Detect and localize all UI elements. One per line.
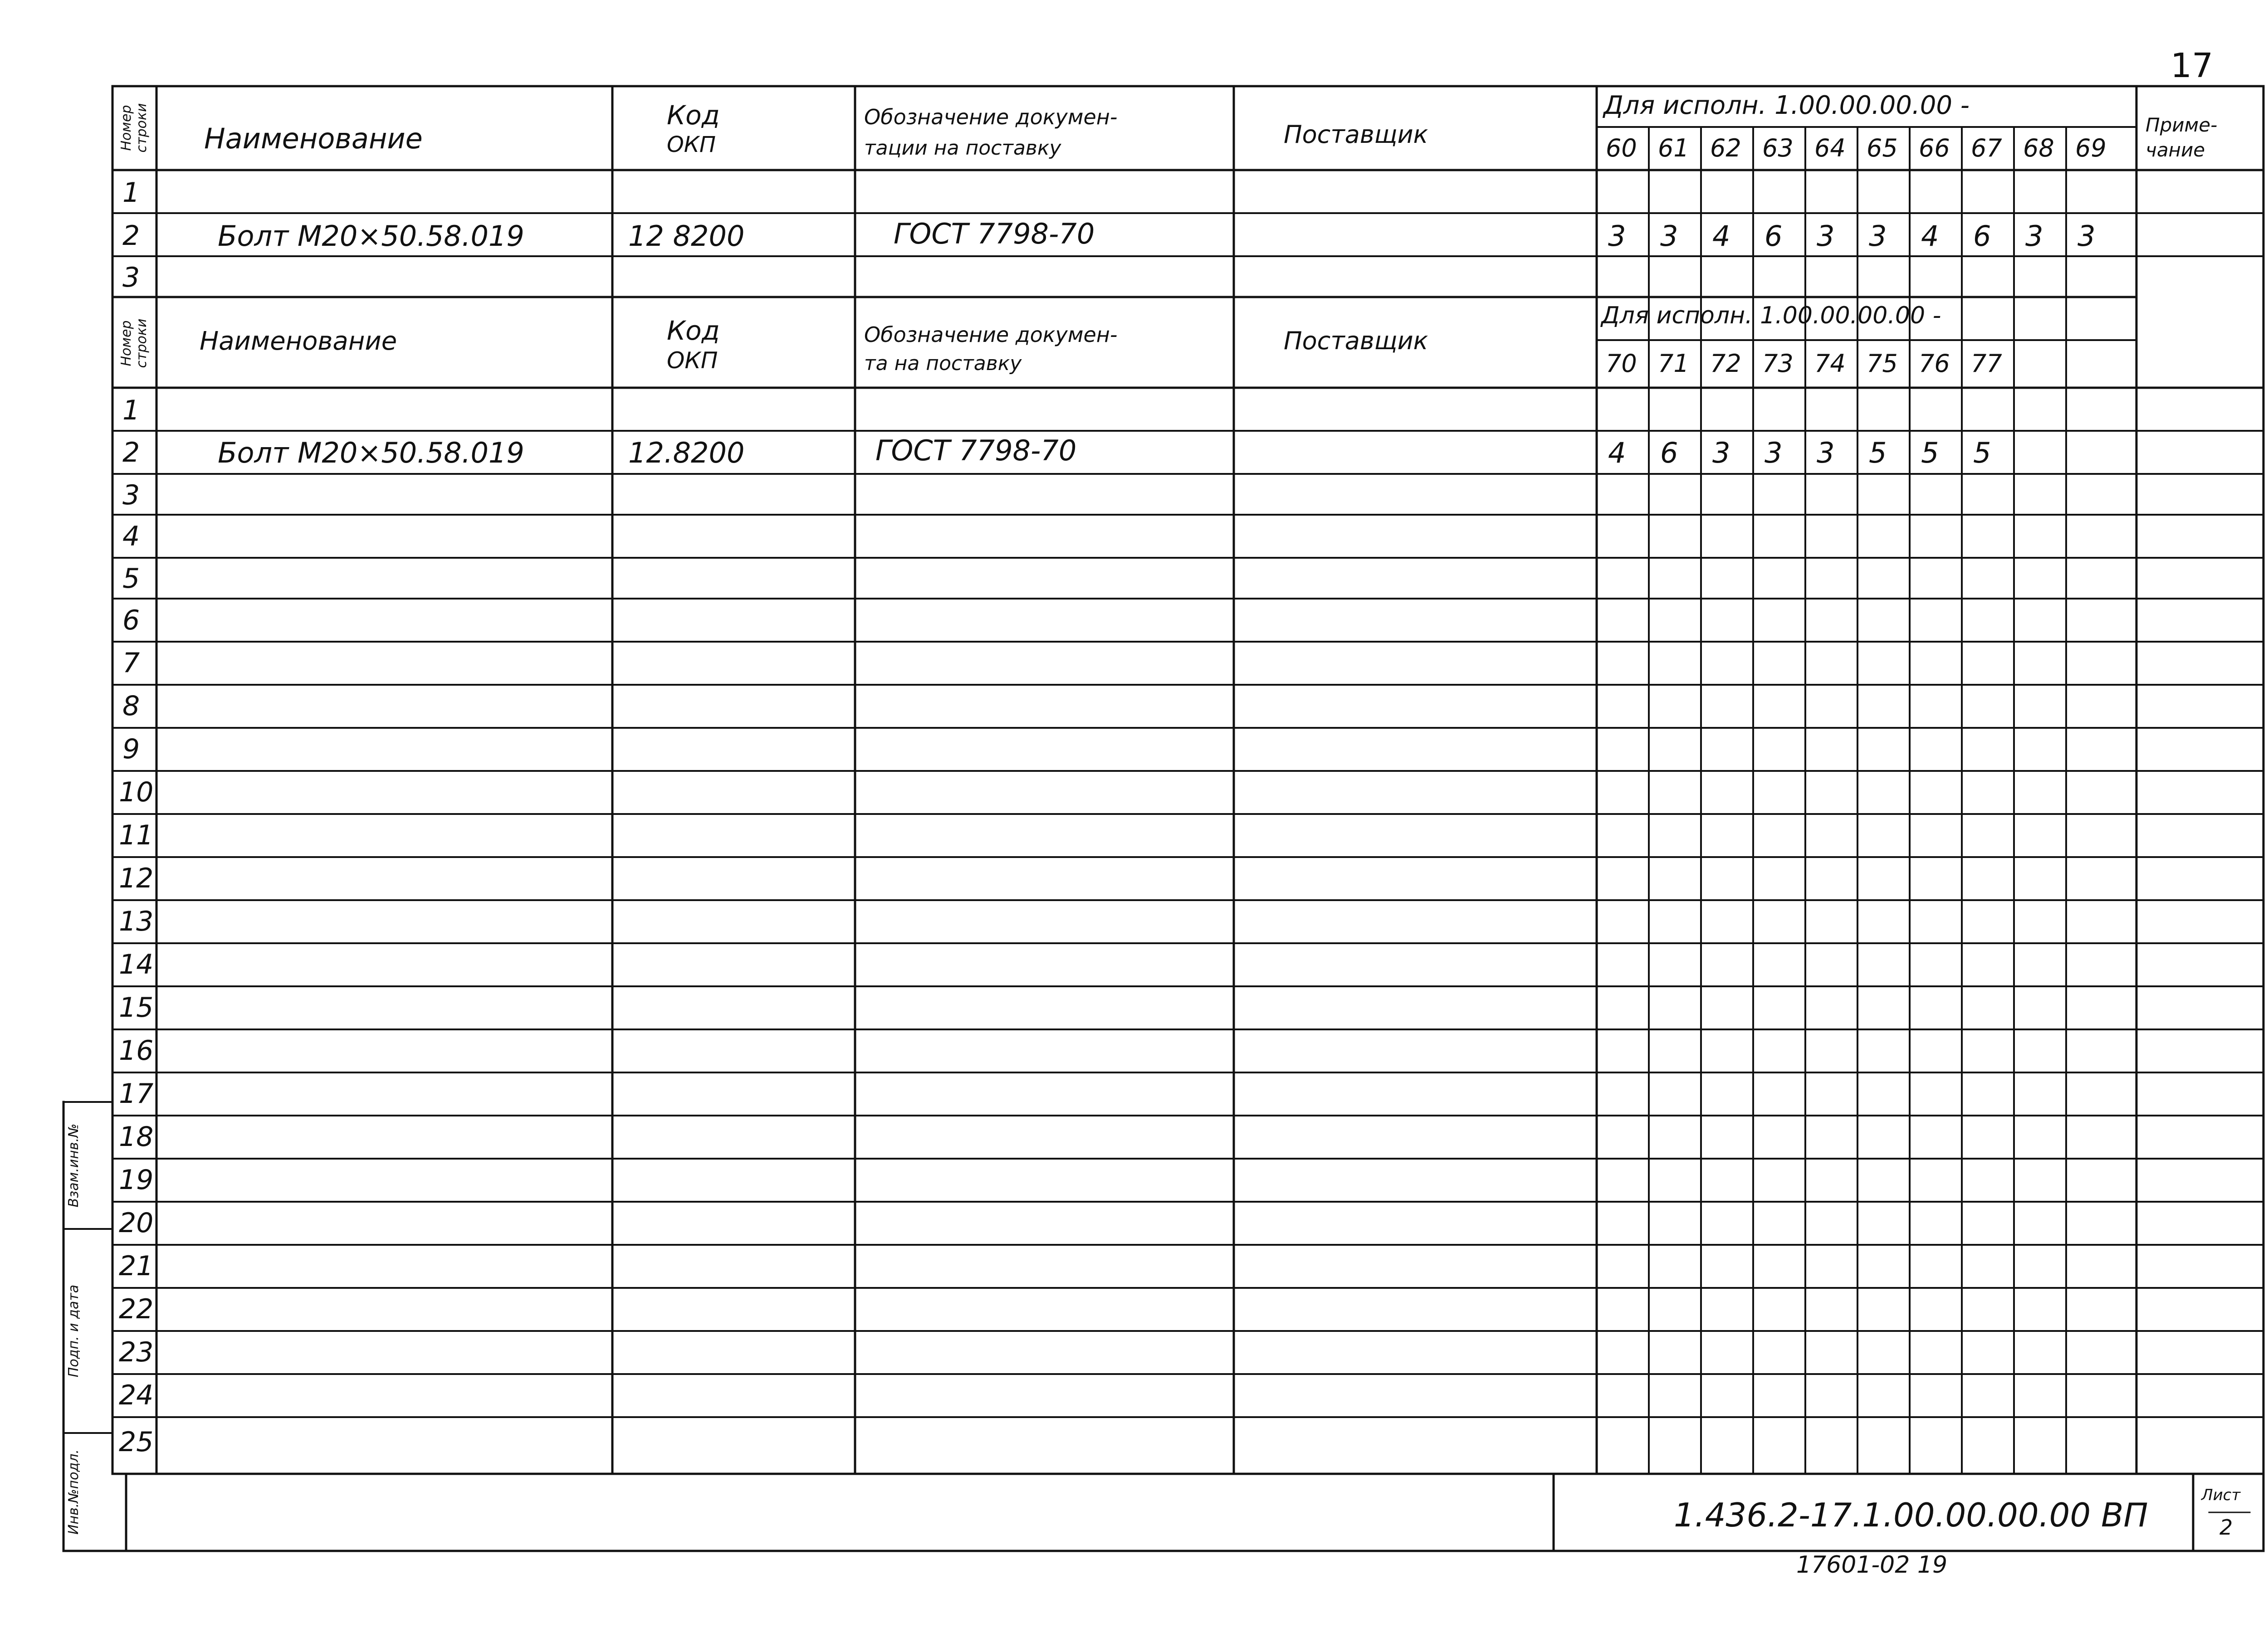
exec-col-64: 64 <box>1814 134 1846 162</box>
table2-row-num: 11 <box>119 819 154 851</box>
exec-col-72: 72 <box>1710 349 1741 378</box>
table2-row-num: 25 <box>119 1426 154 1458</box>
exec-col-68: 68 <box>2023 134 2054 162</box>
exec-col-76: 76 <box>1919 349 1950 378</box>
code-header-2-line2: ОКП <box>667 347 718 374</box>
table1-qty: 3 <box>1608 219 1626 253</box>
table2-item-doc: ГОСТ 7798-70 <box>875 434 1077 467</box>
note-header-line1: Приме- <box>2146 114 2218 136</box>
name-header-1: Наименование <box>204 122 423 155</box>
table1-qty: 4 <box>1921 219 1939 253</box>
exec-col-61: 61 <box>1658 134 1689 162</box>
exec-group-header-1: Для исполн. 1.00.00.00.00 - <box>1603 91 1970 120</box>
exec-col-65: 65 <box>1867 134 1898 162</box>
table1-item-name: Болт М20×50.58.019 <box>218 219 524 253</box>
table1-qty: 4 <box>1712 219 1730 253</box>
table2-row-num: 6 <box>122 604 140 636</box>
table2-row-num: 2 <box>122 437 140 468</box>
exec-col-74: 74 <box>1814 349 1846 378</box>
table2-row-num: 1 <box>122 395 140 426</box>
table1-row-num: 2 <box>122 220 140 252</box>
document-designation: 1.436.2-17.1.00.00.00.00 ВП <box>1674 1496 2148 1534</box>
table2-qty: 5 <box>1973 436 1991 469</box>
table2-row-num: 14 <box>119 949 154 980</box>
footer-code: 17601-02 19 <box>1796 1551 1948 1579</box>
table1-qty: 3 <box>1817 219 1835 253</box>
table2-item-name: Болт М20×50.58.019 <box>218 436 524 469</box>
table2-row-num: 16 <box>119 1035 154 1067</box>
table2-row-num: 12 <box>119 863 154 894</box>
table1-item-doc: ГОСТ 7798-70 <box>894 217 1095 250</box>
code-header-1-line2: ОКП <box>667 132 716 157</box>
doc-header-2-line1: Обозначение докумен- <box>864 322 1118 347</box>
table2-row-num: 22 <box>119 1293 154 1325</box>
exec-col-66: 66 <box>1919 134 1950 162</box>
table2-row-num: 21 <box>119 1250 154 1282</box>
name-header-2: Наименование <box>200 327 397 356</box>
exec-col-67: 67 <box>1971 134 2002 162</box>
table1-qty: 6 <box>1973 219 1991 253</box>
exec-col-77: 77 <box>1971 349 2002 378</box>
row-number-header-1: Номер строки <box>118 103 150 153</box>
table2-row-num: 15 <box>119 992 154 1024</box>
exec-col-75: 75 <box>1867 349 1898 378</box>
table2-row-num: 19 <box>119 1164 154 1196</box>
table1-qty: 3 <box>2077 219 2096 253</box>
code-header-1-line1: Код <box>667 100 720 131</box>
supplier-header-1: Поставщик <box>1284 120 1428 149</box>
table2-row-num: 18 <box>119 1121 154 1153</box>
table1-qty: 6 <box>1765 219 1783 253</box>
table2-row-num: 9 <box>122 733 140 765</box>
table1-qty: 3 <box>1869 219 1887 253</box>
table2-row-num: 3 <box>122 479 140 511</box>
table2-row-num: 10 <box>119 776 154 808</box>
note-header-line2: чание <box>2146 139 2205 161</box>
exec-group-header-2: Для исполн. 1.00.00.00.00 - <box>1601 302 1941 329</box>
table2-qty: 5 <box>1869 436 1887 469</box>
table2-qty: 3 <box>1765 436 1783 469</box>
table2-row-num: 4 <box>122 521 140 552</box>
table2-qty: 3 <box>1817 436 1835 469</box>
sheet-label: Лист <box>2201 1486 2241 1504</box>
table1-item-code: 12 8200 <box>628 219 745 253</box>
doc-header-2-line2: та на поставку <box>864 352 1022 375</box>
doc-header-1-line1: Обозначение докумен- <box>864 105 1118 129</box>
table2-row-num: 24 <box>119 1379 154 1411</box>
table2-item-code: 12.8200 <box>628 436 745 469</box>
exec-col-71: 71 <box>1658 349 1689 378</box>
side-stamp-replace-inv: Взам.инв.№ <box>66 1123 82 1208</box>
row-number-header-2: Номер строки <box>118 318 150 368</box>
code-header-2-line1: Код <box>667 315 720 346</box>
doc-header-1-line2: тации на поставку <box>864 136 1061 160</box>
supplier-header-2: Поставщик <box>1284 327 1428 355</box>
table2-row-num: 20 <box>119 1207 154 1239</box>
table2-row-num: 13 <box>119 906 154 937</box>
table2-row-num: 23 <box>119 1336 154 1368</box>
table2-qty: 3 <box>1712 436 1730 469</box>
exec-col-62: 62 <box>1710 134 1741 162</box>
table1-qty: 3 <box>2025 219 2043 253</box>
side-stamp-sign-date: Подп. и дата <box>66 1284 82 1378</box>
table2-qty: 4 <box>1608 436 1626 469</box>
table2-qty: 6 <box>1660 436 1678 469</box>
table1-row-num: 3 <box>122 262 140 293</box>
table2-qty: 5 <box>1921 436 1939 469</box>
side-stamp-inv-no: Инв.№подл. <box>66 1449 82 1535</box>
sheet-value: 2 <box>2219 1515 2233 1540</box>
sheet-number-top: 17 <box>2170 46 2214 85</box>
exec-col-60: 60 <box>1606 134 1637 162</box>
table2-row-num: 7 <box>122 647 140 679</box>
table1-row-num: 1 <box>122 177 140 209</box>
exec-col-73: 73 <box>1762 349 1794 378</box>
table1-qty: 3 <box>1660 219 1678 253</box>
exec-col-70: 70 <box>1606 349 1637 378</box>
table2-row-num: 17 <box>119 1078 154 1110</box>
exec-col-63: 63 <box>1762 134 1794 162</box>
exec-col-69: 69 <box>2075 134 2107 162</box>
table2-row-num: 5 <box>122 563 140 595</box>
table2-row-num: 8 <box>122 690 140 722</box>
